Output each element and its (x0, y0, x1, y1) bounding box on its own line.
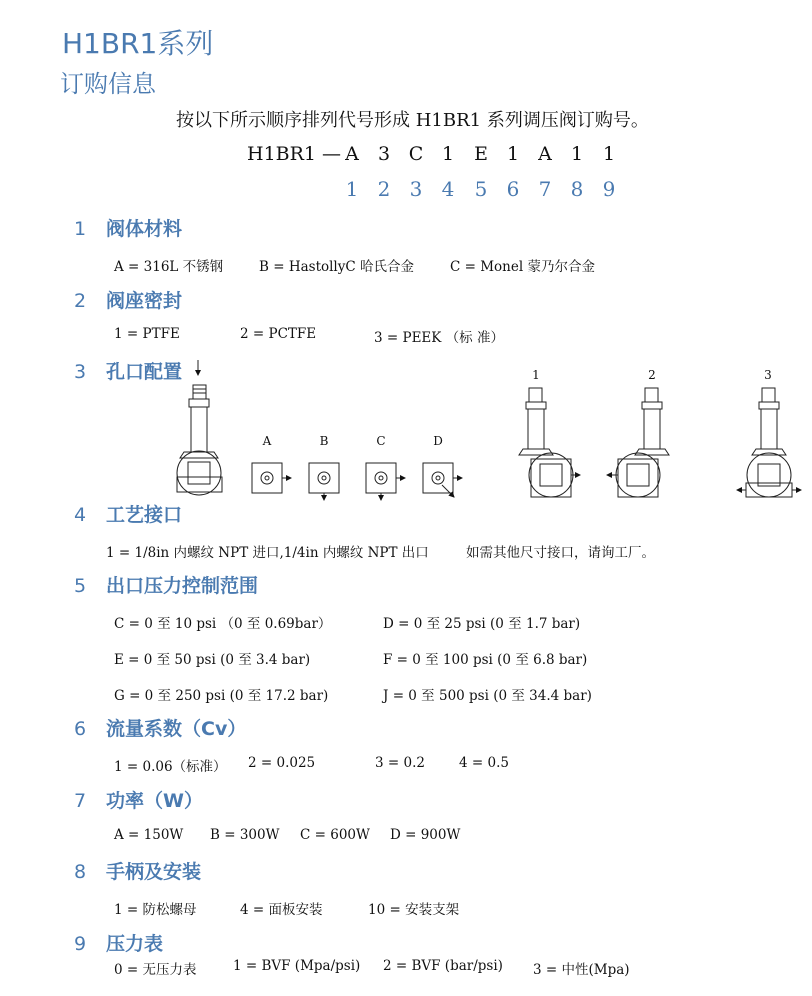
option-text: 2 = 0.025 (248, 755, 316, 771)
model-code-char: A (538, 143, 552, 165)
port-configuration-diagram (0, 355, 812, 505)
option-text: 3 = 中性(Mpa) (533, 962, 630, 978)
port-config-a-icon (252, 463, 291, 493)
section-title: 阀体材料 (106, 218, 183, 240)
port-config-c-icon (366, 463, 405, 500)
regulator-side-view (177, 360, 222, 495)
gauge-option-label: 2 (648, 368, 656, 382)
option-text: F = 0 至 100 psi (0 至 6.8 bar) (383, 652, 588, 668)
option-text: E = 0 至 50 psi (0 至 3.4 bar) (114, 652, 311, 668)
port-config-label: B (319, 434, 329, 448)
option-text: 1 = BVF (Mpa/psi) (233, 958, 361, 974)
section-heading-pressure-gauge (74, 929, 163, 956)
gauge-option-2-view (607, 388, 669, 497)
section-number: 8 (74, 861, 87, 883)
option-text: D = 0 至 25 psi (0 至 1.7 bar) (383, 616, 581, 632)
option-text: B = HastollyC 哈氏合金 (259, 259, 414, 275)
position-number: 9 (602, 177, 616, 201)
section-title: 工艺接口 (106, 504, 183, 526)
section-heading-power (74, 786, 203, 813)
option-text: C = 600W (300, 827, 370, 843)
option-text: B = 300W (210, 827, 280, 843)
section-number: 6 (74, 718, 87, 740)
option-text: 如需其他尺寸接口，请询工厂。 (466, 545, 655, 561)
port-config-label: A (262, 434, 272, 448)
model-code-char: 1 (602, 143, 616, 165)
position-number: 2 (377, 177, 391, 201)
page-subtitle: 订购信息 (60, 70, 156, 98)
model-code-char: E (474, 143, 488, 165)
section-number: 4 (74, 504, 87, 526)
section-heading-body-material (74, 214, 182, 241)
port-config-label: C (376, 434, 386, 448)
option-text: 3 = PEEK （标 准） (374, 330, 504, 346)
gauge-option-label: 3 (764, 368, 772, 382)
option-text: 1 = PTFE (114, 326, 180, 342)
option-text: C = 0 至 10 psi （0 至 0.69bar） (114, 616, 332, 632)
option-text: A = 150W (114, 827, 184, 843)
option-text: 2 = PCTFE (240, 326, 317, 342)
position-number: 6 (506, 177, 520, 201)
section-heading-flow-coefficient (74, 714, 246, 741)
port-config-label: D (433, 434, 443, 448)
section-heading-outlet-pressure (74, 571, 258, 598)
model-code-char: C (408, 143, 424, 165)
model-code-char: A (345, 143, 359, 165)
gauge-option-3-view (737, 388, 801, 497)
position-number: 4 (441, 177, 455, 201)
position-number: 7 (538, 177, 552, 201)
section-number: 9 (74, 933, 87, 955)
option-text: J = 0 至 500 psi (0 至 34.4 bar) (383, 688, 592, 704)
option-text: 1 = 防松螺母 (114, 902, 197, 918)
position-number: 3 (409, 177, 423, 201)
section-title: 流量系数（Cv） (106, 718, 247, 740)
section-heading-seat-seal (74, 286, 182, 313)
section-heading-process-connection (74, 500, 182, 527)
section-heading-handle-mounting (74, 857, 201, 884)
section-number: 1 (74, 218, 87, 240)
position-number: 8 (570, 177, 584, 201)
section-number: 7 (74, 790, 87, 812)
model-code-char: 1 (441, 143, 455, 165)
gauge-option-label: 1 (532, 368, 540, 382)
port-config-b-icon (309, 463, 339, 500)
port-config-d-icon (423, 463, 462, 497)
option-text: C = Monel 蒙乃尔合金 (450, 259, 595, 275)
section-number: 5 (74, 575, 87, 597)
model-code-positions (0, 177, 812, 203)
model-code-char: 1 (506, 143, 520, 165)
model-code-prefix: H1BR1 — (247, 143, 342, 165)
option-text: 0 = 无压力表 (114, 962, 197, 978)
position-number: 1 (345, 177, 359, 201)
option-text: 1 = 1/8in 内螺纹 NPT 进口,1/4in 内螺纹 NPT 出口 (106, 545, 429, 561)
section-title: 压力表 (106, 933, 164, 955)
section-title: 功率（W） (106, 790, 203, 812)
gauge-option-1-view (519, 388, 580, 497)
intro-text: 按以下所示顺序排列代号形成 H1BR1 系列调压阀订购号。 (176, 110, 649, 131)
option-text: G = 0 至 250 psi (0 至 17.2 bar) (114, 688, 329, 704)
series-title: H1BR1系列 (62, 27, 214, 60)
section-title: 出口压力控制范围 (106, 575, 259, 597)
option-text: 1 = 0.06（标准） (114, 759, 227, 775)
model-code-char: 1 (570, 143, 584, 165)
section-number: 3 (74, 361, 87, 383)
section-title: 手柄及安装 (106, 861, 202, 883)
option-text: 4 = 0.5 (459, 755, 509, 771)
position-number: 5 (474, 177, 488, 201)
option-text: 10 = 安装支架 (368, 902, 460, 918)
section-title: 孔口配置 (106, 361, 183, 383)
option-text: 2 = BVF (bar/psi) (383, 958, 503, 974)
model-code-char: 3 (377, 143, 391, 165)
model-code-row (0, 143, 812, 167)
option-text: 3 = 0.2 (375, 755, 425, 771)
section-number: 2 (74, 290, 87, 312)
option-text: 4 = 面板安装 (240, 902, 323, 918)
option-text: A = 316L 不锈钢 (114, 259, 224, 275)
option-text: D = 900W (390, 827, 461, 843)
section-title: 阀座密封 (106, 290, 183, 312)
